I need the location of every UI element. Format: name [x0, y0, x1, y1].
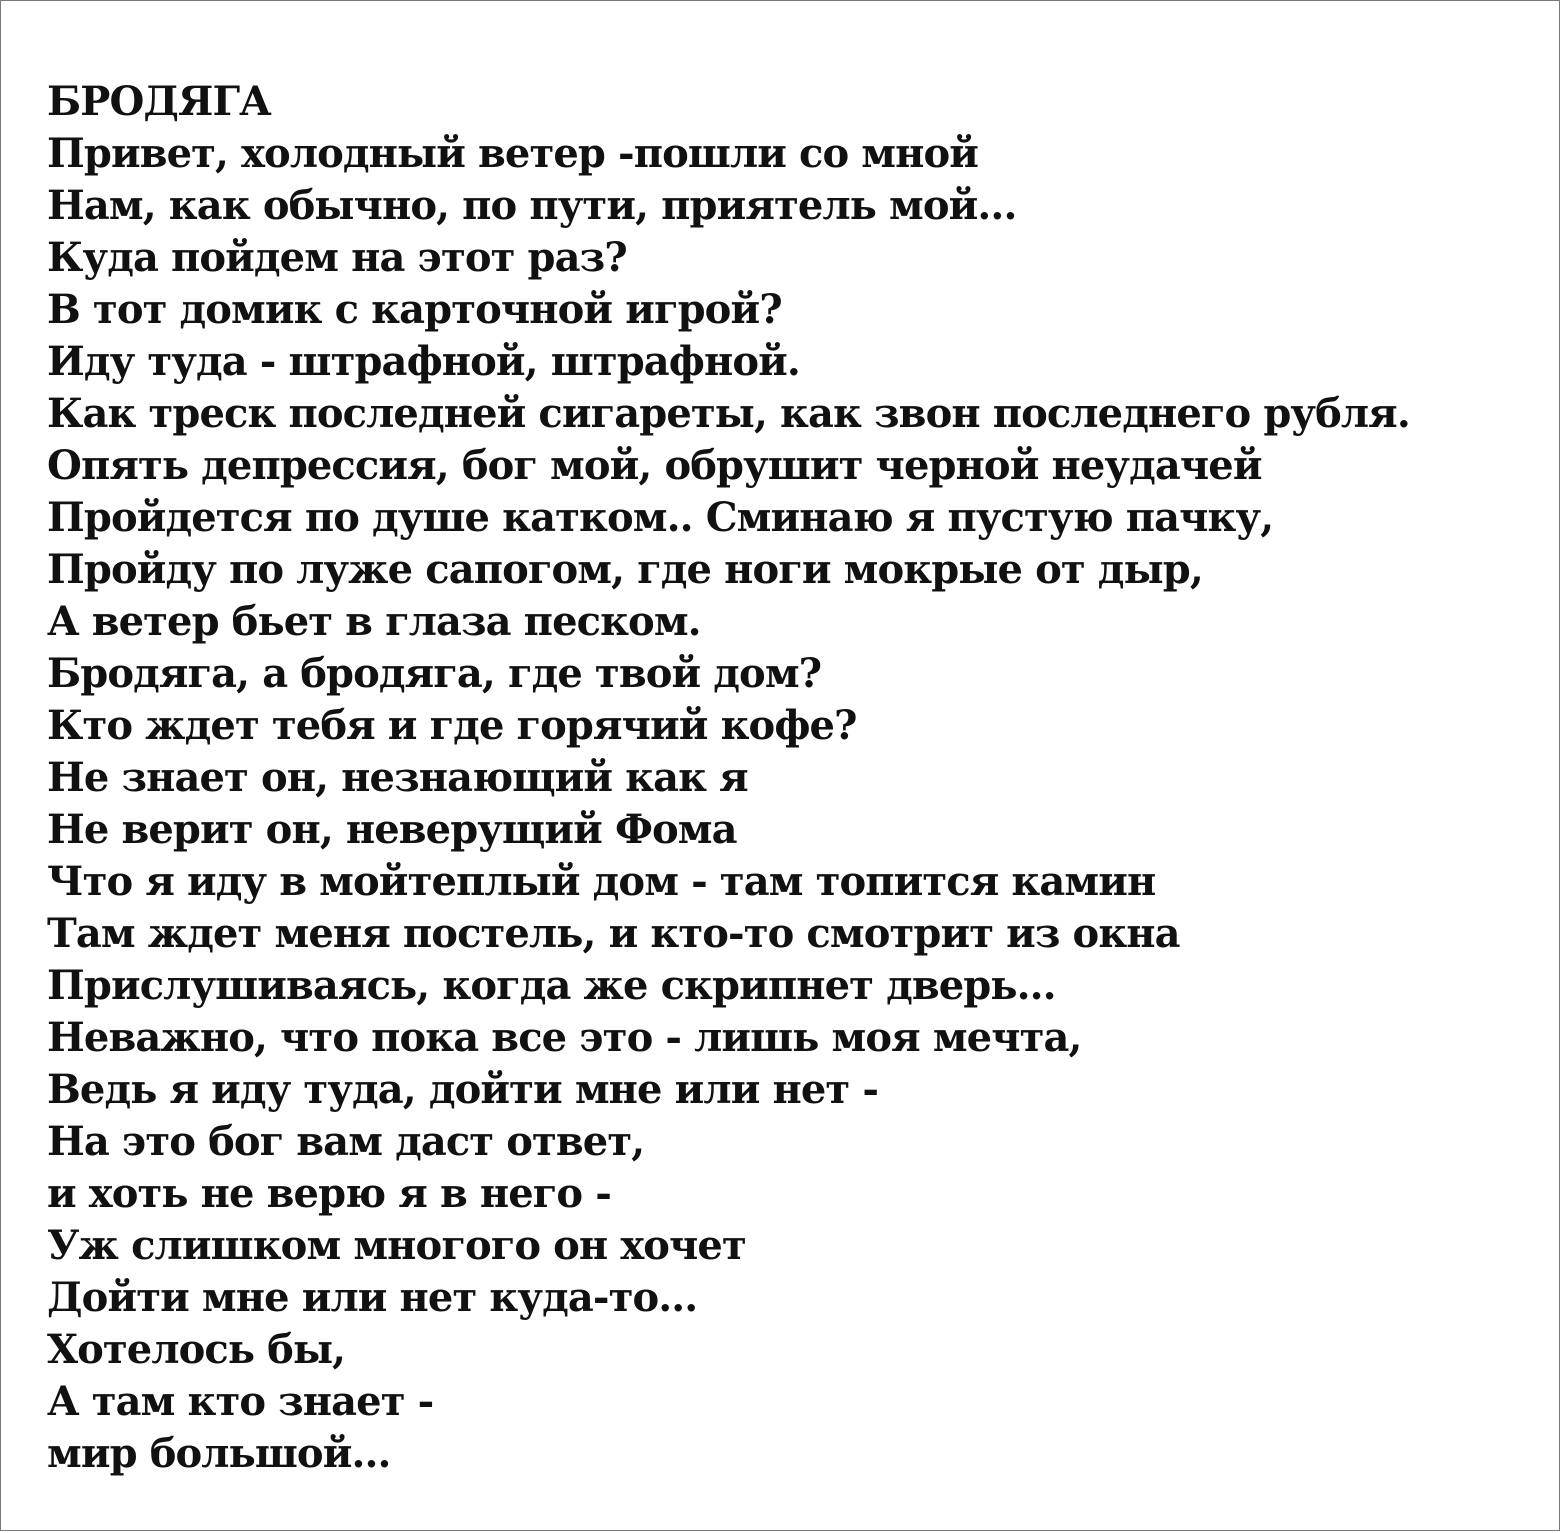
poem-line: А ветер бьет в глаза песком. [47, 598, 701, 645]
poem-line: Привет, холодный ветер -пошли со мной [47, 130, 979, 177]
poem-line: и хоть не верю я в него - [47, 1170, 611, 1217]
poem-line: На это бог вам даст ответ, [47, 1118, 645, 1165]
poem-line: Не верит он, неверущий Фома [47, 806, 737, 853]
poem-line: Прислушиваясь, когда же скрипнет дверь... [47, 962, 1056, 1009]
poem-line: Там ждет меня постель, и кто-то смотрит из окна [47, 910, 1180, 957]
poem-text [47, 76, 1410, 1480]
poem-line: Нам, как обычно, по пути, приятель мой... [47, 182, 1017, 229]
poem-line: В тот домик с карточной игрой? [47, 286, 782, 333]
poem-line: Уж слишком многого он хочет [47, 1222, 746, 1269]
poem-line: Куда пойдем на этот раз? [47, 234, 627, 281]
poem-line: Как треск последней сигареты, как звон последнего рубля. [47, 390, 1410, 437]
poem-line: Бродяга, а бродяга, где твой дом? [47, 650, 822, 697]
poem-line: А там кто знает - [47, 1378, 434, 1425]
poem-line: Пройду по луже сапогом, где ноги мокрые от дыр, [47, 546, 1203, 593]
poem-line: Неважно, что пока все это - лишь моя мечта, [47, 1014, 1082, 1061]
poem-line: Иду туда - штрафной, штрафной. [47, 338, 800, 385]
poem-line: Кто ждет тебя и где горячий кофе? [47, 702, 857, 749]
poem-line: Хотелось бы, [47, 1326, 346, 1373]
poem-line: Ведь я иду туда, дойти мне или нет - [47, 1066, 879, 1113]
poem-line: Дойти мне или нет куда-то... [47, 1274, 698, 1321]
poem-line: мир большой... [47, 1430, 391, 1477]
poem-title: БРОДЯГА [47, 78, 271, 125]
poem-line: Опять депрессия, бог мой, обрушит черной неудачей [47, 442, 1262, 489]
poem-line: Не знает он, незнающий как я [47, 754, 748, 801]
poem-line: Пройдется по душе катком.. Сминаю я пустую пачку, [47, 494, 1274, 541]
poem-line: Что я иду в мойтеплый дом - там топится камин [47, 858, 1156, 905]
